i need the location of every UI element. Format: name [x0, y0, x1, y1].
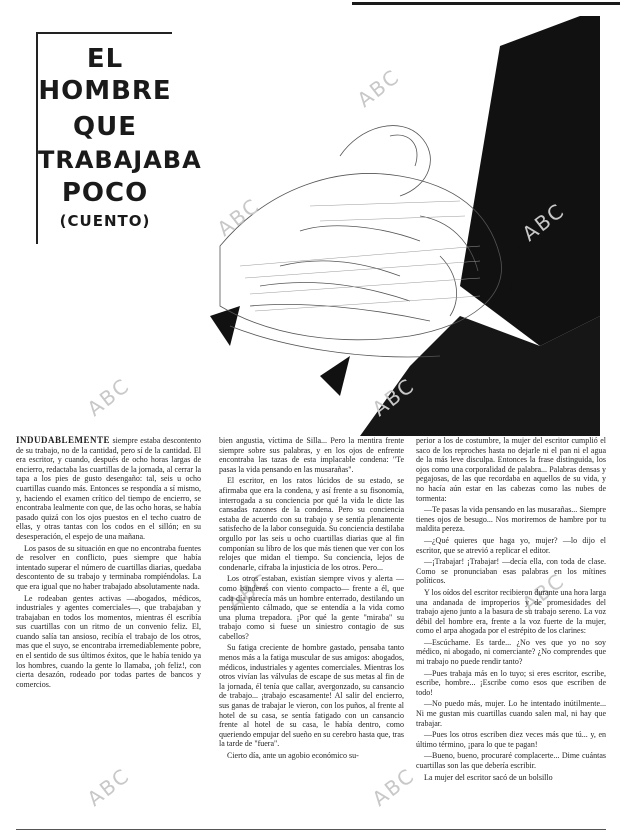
article-column-2 [219, 436, 404, 828]
watermark-abc: ABC [352, 64, 405, 112]
title-line-trabajaba: TRABAJABA [38, 146, 202, 174]
watermark-abc: ABC [517, 198, 570, 246]
watermark-abc: ABC [82, 373, 135, 421]
watermark-abc: ABC [367, 373, 420, 421]
article-column-3 [416, 436, 606, 828]
top-rule [352, 2, 620, 5]
paragraph: La mujer del escritor sacó de un bolsillo [424, 772, 553, 782]
paragraph: Los pasos de su situación en que no encontraba fuentes de resolver en conflicto, pues siempre que había intentado superar el número de cuartillas diarias, quedaba descontento de su trabajo y terminaba rompiéndolas. La que era igual que no haber trabajado absolutamente nada. [16, 543, 201, 591]
title-line-que: QUE [73, 112, 137, 142]
paragraph: Su fatiga creciente de hombre gastado, pensaba tanto menos más a la fatiga muscular de sus amigos: abogados, médicos, industriales y agentes comerciales. Mientras los otros vivían las válvulas de escape de sus metas al fin de la jornada, él tenía que callar, avergonzado, su cansancio de trabajo... ¡trabajo escasamente! Al salir del encierro, sus ganas de trabajar le vieron, con los puños, al frente al hotel de su casa, se sentía fatigado con un cansancio frente al hotel de su casa, le había dentro, como queriendo empujar del sueño en su cerebro hasta que, tras la tarde de "fuera". [219, 643, 404, 749]
article-column-1 [16, 436, 201, 828]
dropcap-word: INDUDABLEMENTE [16, 436, 111, 445]
watermark-abc: ABC [222, 568, 275, 616]
paragraph: —Escúchame. Es tarde... ¿No ves que yo no soy médico, ni abogado, ni comerciante? ¿No comprendes que mi trabajo no puede rendir tanto? [416, 637, 606, 667]
watermark-abc: ABC [367, 763, 420, 811]
paragraph: perior a los de costumbre, la mujer del escritor cumplió el saco de los reproches hasta no dejarle ni el pan ni el agua de la más leve disculpa. Entonces la frase distinguida, los ojos como una corporalidad de palabra... Palabras densas y pegajosas, de las que recordaba en aquellos de su vida, y no hacía aún estar en las cabezas como las nubes de tormenta: [416, 436, 606, 503]
paragraph: —¡Trabajar! ¡Trabajar! —decía ella, con toda de clase. Como se pronunciaban esas palabras en los mítines políticos. [416, 557, 606, 586]
paragraph: Los otros estaban, existían siempre vivos y alerta —como banderas con viento compacto— frente a él, que cada día parecía más un hombre enterrado, destilando un pensamiento cálmado, que se entendía a la vida como una pluma trepadora. ¡Por qué la gente "miraba" su trabajo como si fuese un siniestro contagio de sus cabellos? [219, 574, 404, 641]
paragraph: —Te pasas la vida pensando en las musarañas... Siempre tienes ojos de besugo... Nos moriremos de hambre por tu maldita pereza. [416, 505, 606, 534]
title-line-el: EL [86, 44, 124, 74]
paragraph [16, 436, 201, 542]
paragraph-text: siempre estaba descontento de su trabajo, no de la cantidad, pero sí de la cantidad. El era escritor, y cuando, después de ocho horas largas de encierro, redactaba las cuartillas de la jornada, al cerrar la tapa a los pies de gusto desengaño: tal, seis u ocho cuartillas cuando más. Entonces se respondía a sí mismo, y, haciendo el examen crítico del tiempo de encierro, se encontraba lealmente con que, de las ocho horas, se había pasado quizá con los ojos puestos en el techo cuatro de ellas, y otras tantas con los codos en el sillón; en su desesperación, el espejo de una mañana. [16, 436, 201, 541]
title-line-hombre: HOMBRE [38, 76, 172, 106]
watermark-abc: ABC [82, 763, 135, 811]
title-box [36, 32, 202, 244]
title-line-poco: POCO [61, 178, 149, 208]
paragraph: Y los oídos del escritor recibieron durante una hora larga una andanada de improperios y de promesidades del trabajo ajeno junto a la basura de su trabajo sereno. La voz débil del hombre era, frente a la voz fuerte de la mujer, como el arpa ahogada por el estrépito de los clarines: [416, 587, 606, 636]
bottom-rule [16, 829, 606, 830]
paragraph: El escritor, en los ratos lúcidos de su estado, se afirmaba que era la condena, y así frente a su fisonomía, interrogada a su conciencia por qué la vida le dicte las cansadas razones de la condena. Pero su conciencia estaba de acuerdo con su trabajo y se sentía plenamente satisfecho de la labor conseguida. Su conciencia destilaba orgullo por las seis u ocho cuartillas diarias que al fin componían su libro de los que más tienen que ver con los relojes que midan el tiempo. Su conciencia, lejos de condenarle, cifraba la injusticia de los otros. Pero... [219, 476, 404, 572]
title-line-cuento: (CUENTO) [59, 212, 151, 230]
paragraph: —Bueno, bueno, procuraré complacerte... Dime cuántas cuartillas son las que debería escribir. [416, 751, 606, 770]
watermark-abc: ABC [212, 193, 265, 241]
paragraph: —Pues trabaja más en lo tuyo; si eres escritor, escribe, escribe, hombre... ¡Escribe como esos que escriben de todo! [416, 668, 606, 697]
paragraph: —Pues los otros escriben diez veces más que tú... y, en último término, ¡para lo que te pagan! [416, 730, 606, 749]
paragraph: Le rodeaban gentes activas —abogados, médicos, industriales y agentes comerciales—, que trabajaban y trabajaban en todos los momentos, mientras él escribía sus cuartillas con un ritmo de un convenio feliz. El, cuando salía tan ansioso, recibía el trabajo de los otros, mas que el suyo, se encontraba irremediablemente pobre, en el sentido de sus últimos éxitos, que le había tenido ya los hombres, cuando la gente lo llamaba, ¡oh feliz!, con cierta desazón, rodeado por todas partes de bancos y comercios. [16, 593, 201, 689]
paragraph: bien angustia, víctima de Silla... Pero la mentira frente siempre sobre sus palabras, y en los ojos de enfrente encontraba las tazas de esta implacable condena: "Te pasas la vida pensando en las musarañas". [219, 436, 404, 474]
watermark-abc: ABC [517, 568, 570, 616]
paragraph: —¿Qué quieres que haga yo, mujer? —lo dijo el escritor, que se atrevió a replicar el editor. [416, 535, 606, 555]
paragraph: —No puedo más, mujer. Lo he intentado inútilmente... Ni me gustan mis cuartillas cuando salen mal, ni hay que trabajar. [416, 699, 606, 728]
paragraph: Cierto día, ante un agobio económico su- [227, 751, 359, 760]
